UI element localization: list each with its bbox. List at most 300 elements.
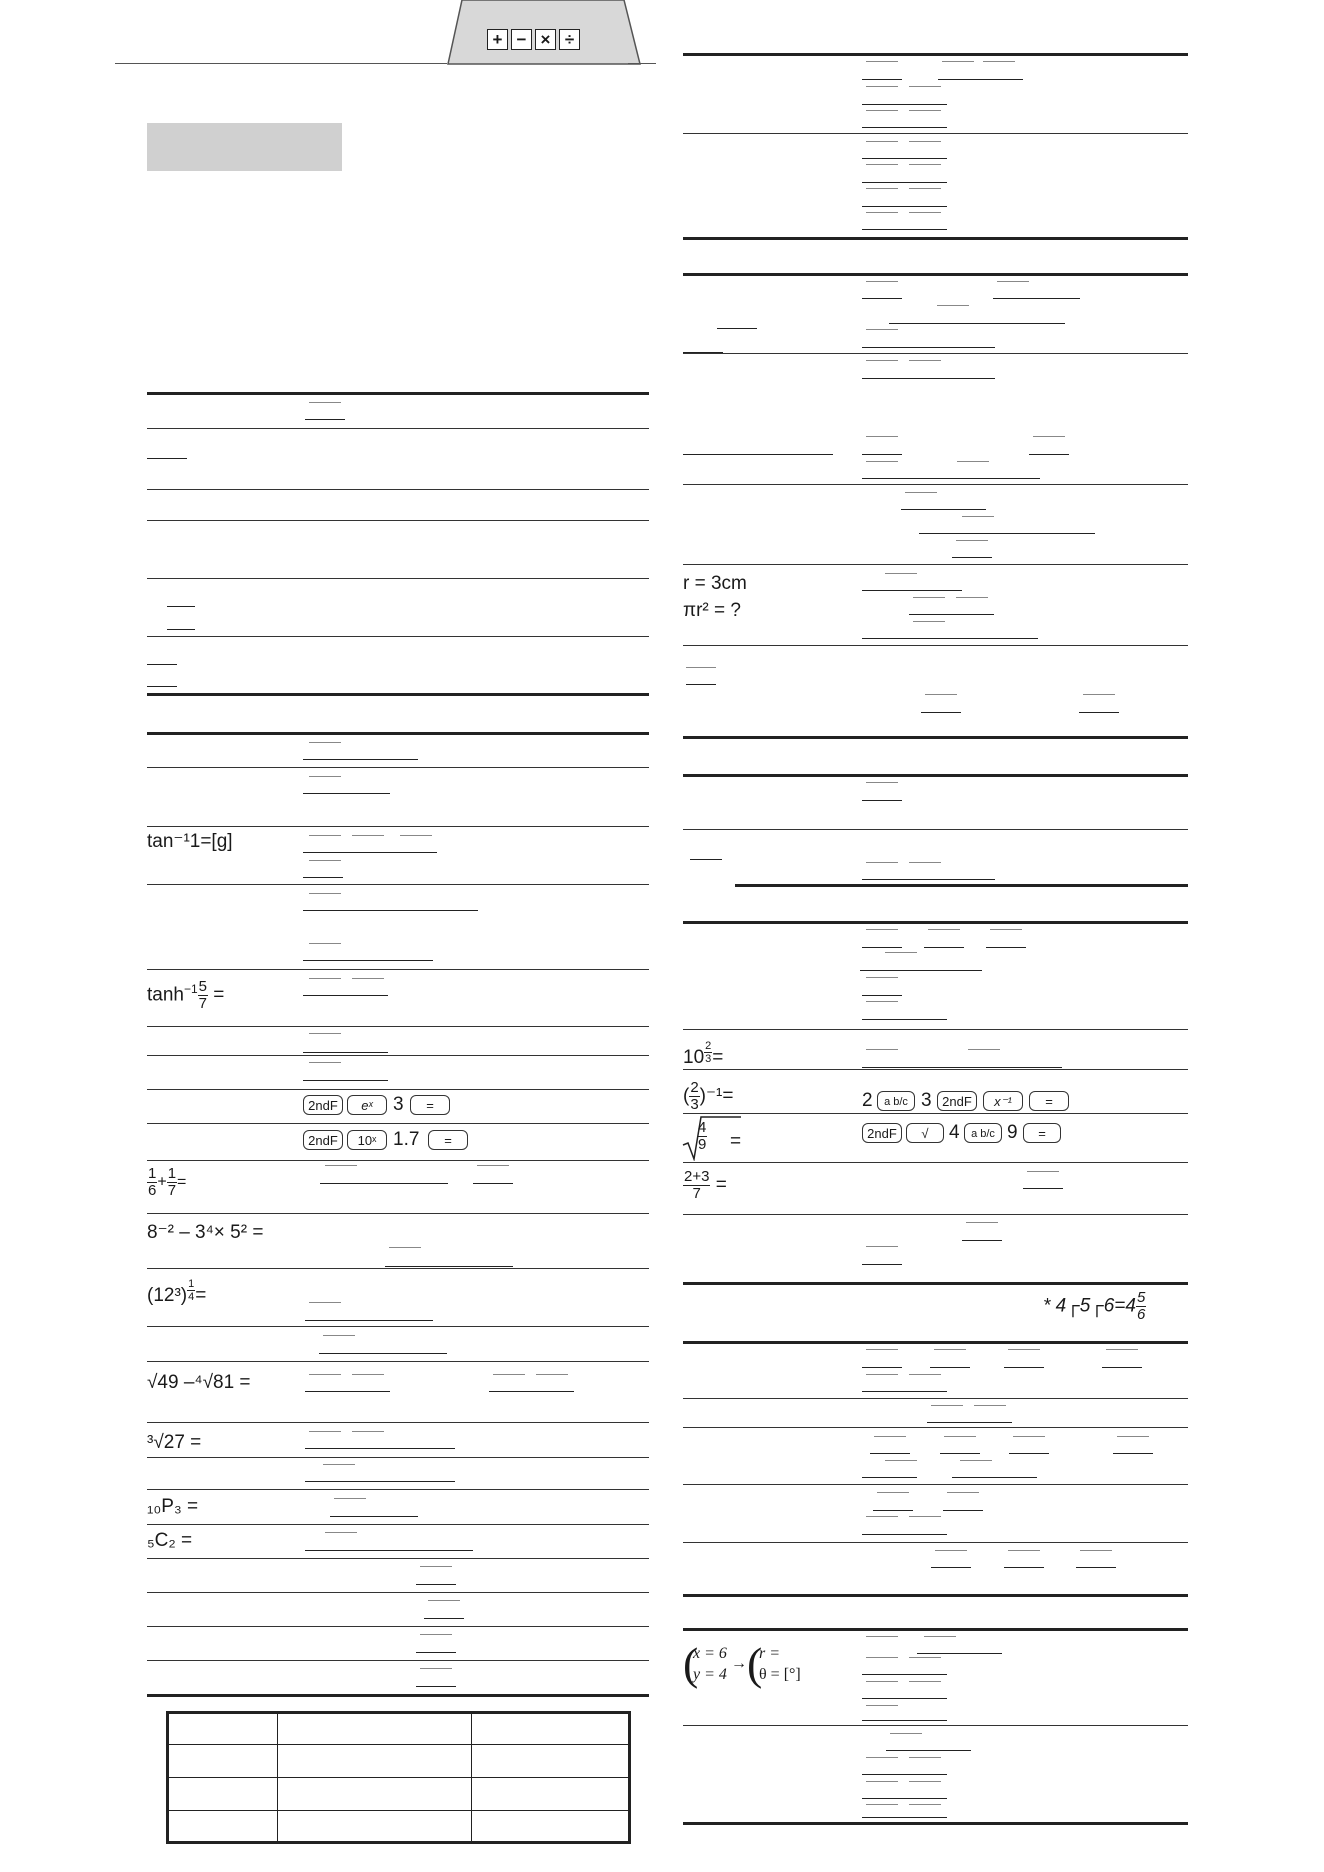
left-rule	[147, 1089, 649, 1090]
key-underline	[909, 614, 994, 615]
key-underline	[686, 684, 716, 685]
left-rule	[147, 1026, 649, 1027]
right-rule	[683, 1725, 1188, 1726]
key-underline	[305, 419, 345, 420]
key-underline	[862, 590, 962, 591]
key-overline	[1008, 1349, 1040, 1350]
key-underline	[930, 1367, 970, 1368]
key-underline	[305, 1481, 455, 1482]
summary-table	[166, 1711, 631, 1844]
table-divider	[169, 1744, 628, 1745]
key-underline	[921, 712, 961, 713]
key-overline	[866, 436, 898, 437]
key-underline	[1113, 1453, 1153, 1454]
second-function-key: 2ndF	[303, 1130, 343, 1150]
key-overline	[309, 1062, 341, 1063]
key-underline	[303, 995, 388, 996]
equals-key: =	[410, 1095, 450, 1115]
key-overline	[885, 573, 917, 574]
key-overline	[866, 1049, 898, 1050]
roots-label: √49 –⁴√81 =	[147, 1372, 251, 1393]
key-overline	[866, 164, 898, 165]
right-rule	[683, 1162, 1188, 1163]
left-rule	[147, 1123, 649, 1124]
key-underline	[473, 1183, 513, 1184]
key-underline	[303, 852, 437, 853]
minus-key-icon: −	[511, 29, 532, 50]
tan-inverse-label: tan⁻¹1=[g]	[147, 831, 233, 852]
key-overline	[909, 1757, 941, 1758]
key-underline	[862, 206, 947, 207]
inverse-keys-mid: 3	[921, 1090, 932, 1111]
key-overline	[944, 1436, 976, 1437]
right-rule	[683, 829, 1188, 830]
ten-power-value: 1.7	[393, 1129, 420, 1150]
key-overline	[866, 360, 898, 361]
key-overline	[960, 1460, 992, 1461]
key-underline	[489, 1391, 574, 1392]
key-overline	[962, 516, 994, 517]
key-underline	[862, 947, 902, 948]
key-overline	[909, 1657, 941, 1658]
key-overline	[323, 1335, 355, 1336]
key-overline	[947, 1492, 979, 1493]
key-underline	[862, 79, 902, 80]
divide-key-icon: ÷	[559, 29, 580, 50]
key-overline	[866, 1781, 898, 1782]
plus-key-icon: +	[487, 29, 508, 50]
key-overline	[877, 1492, 909, 1493]
key-overline	[536, 1374, 568, 1375]
right-rule	[683, 133, 1188, 134]
key-underline	[305, 1391, 390, 1392]
key-underline	[862, 158, 947, 159]
right-rule	[683, 1069, 1188, 1070]
polar-y: y = 4	[693, 1666, 727, 1683]
key-overline	[866, 1246, 898, 1247]
key-underline	[1004, 1367, 1044, 1368]
key-overline	[352, 978, 384, 979]
key-overline	[866, 141, 898, 142]
key-overline	[866, 212, 898, 213]
key-underline	[862, 1534, 947, 1535]
key-overline	[493, 1374, 525, 1375]
left-rule	[147, 1326, 649, 1327]
key-overline	[334, 1498, 366, 1499]
key-overline	[1106, 1349, 1138, 1350]
key-underline	[690, 859, 722, 860]
left-rule	[147, 1558, 649, 1559]
key-underline	[862, 298, 902, 299]
tanh-inverse-label: $\tanh^{-1}$ $\frac{5}{7}$ =	[147, 977, 225, 1012]
key-overline	[925, 694, 957, 695]
key-underline	[424, 1618, 464, 1619]
key-overline	[866, 1681, 898, 1682]
key-underline	[986, 947, 1026, 948]
key-overline	[477, 1165, 509, 1166]
key-overline	[400, 835, 432, 836]
key-underline	[862, 1367, 902, 1368]
left-rule	[147, 1592, 649, 1593]
key-overline	[420, 1566, 452, 1567]
key-overline	[309, 943, 341, 944]
key-overline	[957, 461, 989, 462]
times-key-icon: ×	[535, 29, 556, 50]
key-underline	[886, 1750, 971, 1751]
second-function-key: 2ndF	[937, 1091, 977, 1111]
key-underline	[862, 1720, 947, 1721]
right-rule	[683, 237, 1188, 240]
key-overline	[309, 860, 341, 861]
key-overline	[309, 978, 341, 979]
left-rule	[147, 1660, 649, 1661]
key-overline	[352, 1374, 384, 1375]
left-rule	[147, 489, 649, 490]
key-underline	[862, 995, 902, 996]
key-overline	[866, 1757, 898, 1758]
sqrt-value-1: 4	[949, 1122, 960, 1143]
key-underline	[862, 182, 947, 183]
right-rule	[683, 1484, 1188, 1485]
key-underline	[303, 877, 343, 878]
key-overline	[309, 1431, 341, 1432]
key-overline	[309, 835, 341, 836]
operator-keys	[487, 29, 580, 50]
key-overline	[905, 492, 937, 493]
key-underline	[860, 970, 982, 971]
key-underline	[862, 1798, 947, 1799]
key-overline	[1117, 1436, 1149, 1437]
key-overline	[909, 86, 941, 87]
sum-fraction-label: $\frac{2+3}{7}$ =	[684, 1168, 727, 1202]
right-rule	[683, 353, 1188, 354]
header-rule-left	[115, 63, 447, 64]
left-rule	[147, 1626, 649, 1627]
key-overline	[885, 952, 917, 953]
left-rule	[147, 884, 649, 885]
section-title-box	[147, 123, 342, 171]
key-underline	[305, 1448, 455, 1449]
left-rule	[147, 1213, 649, 1214]
key-overline	[866, 1349, 898, 1350]
left-paren-icon: (	[683, 1638, 699, 1689]
key-underline	[862, 1067, 1062, 1068]
key-overline	[866, 86, 898, 87]
key-overline	[909, 1804, 941, 1805]
key-underline	[167, 606, 195, 607]
key-overline	[389, 1247, 421, 1248]
permutation-label: ₁₀P₃ =	[147, 1496, 199, 1517]
key-overline	[1008, 1550, 1040, 1551]
key-overline	[866, 110, 898, 111]
key-overline	[352, 1431, 384, 1432]
sqrt-equals: =	[730, 1131, 742, 1152]
left-rule	[147, 1422, 649, 1423]
right-rule	[683, 484, 1188, 485]
key-overline	[428, 1600, 460, 1601]
key-overline	[866, 188, 898, 189]
key-overline	[866, 461, 898, 462]
left-table-top-rule	[147, 392, 649, 395]
key-underline	[962, 1240, 1002, 1241]
left-rule	[147, 1160, 649, 1161]
key-overline	[890, 1733, 922, 1734]
key-underline	[873, 1510, 913, 1511]
cube-root-label: ³√27 =	[147, 1432, 202, 1453]
key-underline	[416, 1584, 456, 1585]
key-overline	[309, 402, 341, 403]
key-underline	[319, 1353, 447, 1354]
key-underline	[924, 947, 964, 948]
key-underline	[862, 1817, 947, 1818]
key-underline	[919, 533, 1095, 534]
right-rule	[683, 645, 1188, 646]
key-overline	[309, 1302, 341, 1303]
left-rule	[147, 1489, 649, 1490]
key-overline	[909, 862, 941, 863]
arrow-icon: →	[731, 1655, 747, 1672]
right-rule	[683, 736, 1188, 739]
key-underline	[305, 1320, 433, 1321]
combination-label: ₅C₂ =	[147, 1530, 193, 1551]
key-overline	[990, 929, 1022, 930]
key-underline	[862, 1477, 917, 1478]
key-overline	[866, 977, 898, 978]
left-rule	[147, 767, 649, 768]
left-table2-top-rule	[147, 732, 649, 735]
key-overline	[866, 782, 898, 783]
key-overline	[1083, 694, 1115, 695]
key-overline	[309, 1033, 341, 1034]
right-rule	[683, 774, 1188, 777]
key-overline	[937, 305, 969, 306]
key-underline	[917, 1653, 1002, 1654]
key-overline	[935, 1550, 967, 1551]
right-rule	[683, 921, 1188, 924]
power-fraction-label: 10 $^{\frac{2}{3}}$ =	[683, 1040, 724, 1068]
key-overline	[309, 893, 341, 894]
key-underline	[147, 458, 187, 459]
equals-key: =	[1029, 1091, 1069, 1111]
key-underline	[993, 298, 1080, 299]
key-underline	[862, 229, 947, 230]
key-overline	[913, 597, 945, 598]
key-overline	[1033, 436, 1065, 437]
second-function-key: 2ndF	[303, 1095, 343, 1115]
key-underline	[416, 1652, 456, 1653]
key-overline	[928, 929, 960, 930]
left-rule	[147, 1361, 649, 1362]
key-overline	[909, 188, 941, 189]
right-rule	[683, 1113, 1188, 1114]
fraction-sum-label: $\frac{1}{6}$ + $\frac{1}{7}$ =	[148, 1165, 187, 1199]
fraction-key: a b/c	[877, 1091, 915, 1111]
key-overline	[866, 1001, 898, 1002]
key-underline	[862, 1264, 902, 1265]
left-rule	[147, 1268, 649, 1269]
key-overline	[866, 61, 898, 62]
key-overline	[866, 929, 898, 930]
equals-key: =	[1023, 1123, 1061, 1143]
key-underline	[862, 347, 995, 348]
key-overline	[866, 1374, 898, 1375]
right-table-top-rule	[683, 53, 1188, 56]
key-overline	[309, 742, 341, 743]
key-underline	[952, 557, 992, 558]
key-underline	[862, 478, 1040, 479]
polar-r: r =	[759, 1645, 781, 1662]
key-underline	[862, 454, 902, 455]
key-underline	[167, 629, 195, 630]
key-overline	[909, 1781, 941, 1782]
key-underline	[862, 879, 995, 880]
inverse-keys-prefix: 2	[862, 1090, 873, 1111]
key-overline	[983, 61, 1015, 62]
key-underline	[862, 1391, 947, 1392]
sqrt-value-2: 9	[1007, 1122, 1018, 1143]
polar-x: x = 6	[693, 1645, 727, 1662]
key-overline	[866, 1804, 898, 1805]
key-overline	[1027, 1171, 1059, 1172]
key-overline	[931, 1405, 963, 1406]
key-underline	[303, 759, 418, 760]
right-rule	[683, 1628, 1188, 1631]
key-overline	[956, 597, 988, 598]
key-overline	[966, 1222, 998, 1223]
ten-power-key: 10ˣ	[347, 1130, 387, 1150]
key-underline	[1029, 454, 1069, 455]
key-overline	[352, 835, 384, 836]
key-overline	[909, 141, 941, 142]
root-power-label: (12³) $^{\frac{1}{4}}$ =	[147, 1278, 207, 1306]
exp-key: eˣ	[347, 1095, 387, 1115]
key-overline	[866, 329, 898, 330]
key-underline	[303, 910, 478, 911]
key-overline	[866, 1636, 898, 1637]
right-rule	[683, 564, 1188, 565]
key-underline	[901, 509, 986, 510]
key-underline	[862, 800, 902, 801]
key-underline	[862, 1674, 947, 1675]
key-underline	[717, 328, 757, 329]
key-underline	[305, 1550, 473, 1551]
key-underline	[683, 454, 833, 455]
header-rule-right	[628, 63, 656, 64]
key-underline	[1023, 1188, 1063, 1189]
key-underline	[940, 1453, 980, 1454]
key-underline	[870, 1453, 910, 1454]
key-overline	[866, 1705, 898, 1706]
fraction-key: a b/c	[964, 1123, 1002, 1143]
key-underline	[303, 1080, 388, 1081]
right-rule	[683, 273, 1188, 276]
key-overline	[309, 776, 341, 777]
left-paren-icon: (	[747, 1638, 763, 1689]
left-rule	[147, 1457, 649, 1458]
key-underline	[1004, 1567, 1044, 1568]
key-overline	[956, 540, 988, 541]
key-overline	[934, 1349, 966, 1350]
key-overline	[866, 281, 898, 282]
key-overline	[997, 281, 1029, 282]
key-underline	[862, 1698, 947, 1699]
reciprocal-key: x⁻¹	[983, 1091, 1023, 1111]
key-overline	[325, 1165, 357, 1166]
key-underline	[862, 104, 947, 105]
key-underline	[862, 127, 947, 128]
key-underline	[416, 1686, 456, 1687]
key-overline	[686, 667, 716, 668]
right-rule	[683, 1542, 1188, 1543]
key-underline	[1102, 1367, 1142, 1368]
second-function-key: 2ndF	[862, 1123, 902, 1143]
key-underline	[385, 1266, 513, 1267]
key-overline	[866, 1657, 898, 1658]
key-underline	[1079, 712, 1119, 713]
left-table2-bottom-rule	[147, 1694, 649, 1697]
key-overline	[323, 1464, 355, 1465]
key-overline	[1013, 1436, 1045, 1437]
key-overline	[909, 360, 941, 361]
circle-area-label: πr² = ?	[683, 600, 741, 621]
root-key: √	[906, 1123, 944, 1143]
left-rule	[147, 636, 649, 637]
sqrt-fraction-label: $\frac{4}{9}$	[698, 1119, 707, 1153]
key-underline	[952, 1477, 1037, 1478]
key-overline	[866, 1516, 898, 1517]
power-expression-label: 8⁻² – 3⁴× 5² =	[147, 1222, 264, 1243]
equals-key: =	[428, 1130, 468, 1150]
key-underline	[862, 638, 1038, 639]
right-rule	[683, 1282, 1188, 1285]
exp-value: 3	[393, 1094, 404, 1115]
key-underline	[1009, 1453, 1049, 1454]
left-table-bottom-rule	[147, 693, 649, 696]
key-underline	[862, 1774, 947, 1775]
key-overline	[874, 1436, 906, 1437]
right-rule	[683, 1214, 1188, 1215]
key-overline	[909, 164, 941, 165]
mixed-fraction-note: * 4┌5┌6=4 $\frac{5}{6}$	[1043, 1289, 1146, 1323]
right-rule	[683, 1029, 1188, 1030]
key-underline	[931, 1567, 971, 1568]
key-underline	[330, 1516, 418, 1517]
right-rule	[683, 1398, 1188, 1399]
key-underline	[147, 664, 177, 665]
key-overline	[909, 1516, 941, 1517]
key-underline	[320, 1183, 448, 1184]
table-divider	[169, 1810, 628, 1811]
key-overline	[866, 862, 898, 863]
key-overline	[909, 110, 941, 111]
key-overline	[909, 1374, 941, 1375]
left-rule	[147, 1055, 649, 1056]
key-underline	[943, 1510, 983, 1511]
key-underline	[862, 378, 995, 379]
key-overline	[309, 1374, 341, 1375]
left-rule	[147, 1524, 649, 1525]
right-rule	[735, 884, 1188, 887]
key-overline	[942, 61, 974, 62]
key-overline	[1080, 1550, 1112, 1551]
key-overline	[968, 1049, 1000, 1050]
key-underline	[147, 686, 177, 687]
key-overline	[885, 1460, 917, 1461]
key-underline	[303, 960, 433, 961]
key-overline	[909, 1681, 941, 1682]
key-overline	[420, 1668, 452, 1669]
right-rule	[683, 1341, 1188, 1344]
